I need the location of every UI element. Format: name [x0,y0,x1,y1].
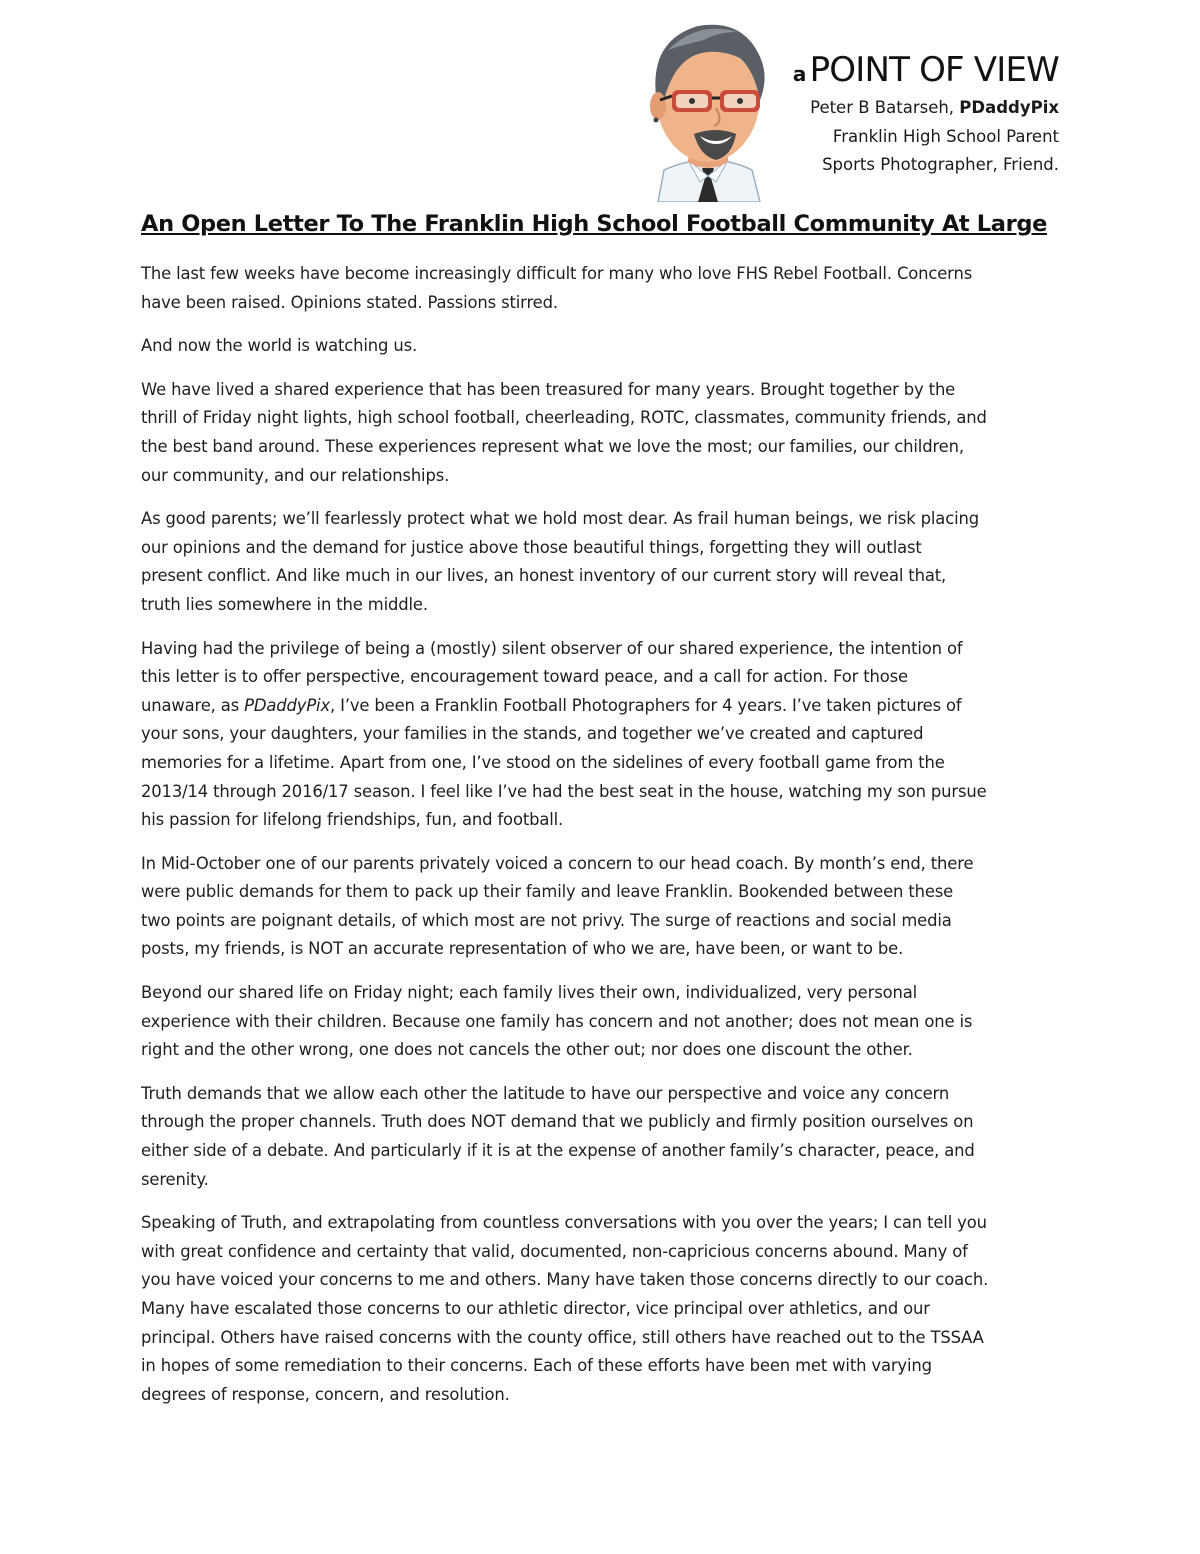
paragraph-line: posts, my friends, is NOT an accurate representation of who we are, have been, or want to be. [141,939,904,959]
letter-title: An Open Letter To The Franklin High School Football Community At Large [141,211,1048,237]
paragraph [141,979,1061,1065]
paragraph-line: As good parents; we’ll fearlessly protect what we hold most dear. As frail human beings, we risk placing [141,509,979,529]
italic-handle: PDaddyPix [244,695,331,715]
brand-main: POINT OF VIEW [809,50,1059,90]
paragraph-line: you have voiced your concerns to me and others. Many have taken those concerns directly to our coach. [141,1270,989,1290]
paragraph-line: experience with their children. Because one family has concern and not another; does not mean one is [141,1011,973,1031]
paragraph-line: 2013/14 through 2016/17 season. I feel like I’ve had the best seat in the house, watching my son pursue [141,781,987,801]
paragraph-line: our community, and our relationships. [141,465,450,485]
author-role-2: Sports Photographer, Friend. [822,155,1059,174]
paragraph-line: with great confidence and certainty that valid, documented, non-capricious concerns abound. Many of [141,1241,968,1261]
paragraph-line: right and the other wrong, one does not cancels the other out; nor does one discount the other. [141,1040,913,1060]
paragraph [141,850,1061,964]
paragraph-line: through the proper channels. Truth does NOT demand that we publicly and firmly position ourselves on [141,1112,974,1132]
paragraph-line: in hopes of some remediation to their concerns. Each of these efforts have been met with varying [141,1356,932,1376]
paragraph-line: In Mid-October one of our parents privately voiced a concern to our head coach. By month’s end, there [141,853,974,873]
paragraph-line: two points are poignant details, of which most are not privy. The surge of reactions and social media [141,910,952,930]
author-handle: PDaddyPix [959,98,1059,117]
author-role-1: Franklin High School Parent [832,126,1059,146]
paragraph-line: either side of a debate. And particularly if it is at the expense of another family’s character, peace, and [141,1141,975,1161]
paragraph-line: Beyond our shared life on Friday night; each family lives their own, individualized, very personal [141,983,917,1003]
paragraph-line: serenity. [141,1169,209,1189]
paragraph [141,635,1061,835]
paragraph-line: degrees of response, concern, and resolution. [141,1384,510,1404]
author-name: Peter B Batarseh, [810,98,960,117]
brand-title [729,50,1059,94]
paragraph [141,376,1061,490]
paragraph-line: And now the world is watching us. [141,336,418,356]
paragraph [141,505,1061,619]
paragraph-line: truth lies somewhere in the middle. [141,594,428,614]
paragraph-line: present conflict. And like much in our lives, an honest inventory of our current story will reveal that, [141,566,947,586]
paragraph-line: Truth demands that we allow each other the latitude to have our perspective and voice any concern [141,1083,950,1103]
paragraph [141,1209,1061,1409]
text-segment: , I’ve been a Franklin Football Photographers for 4 years. I’ve taken pictures of [330,695,962,715]
paragraph-line: our opinions and the demand for justice above those beautiful things, forgetting they will outlast [141,537,922,557]
paragraph-line: Many have escalated those concerns to our athletic director, vice principal over athletics, and our [141,1299,930,1318]
letter-body [141,260,1061,1424]
author-header [729,50,1059,180]
paragraph-line: this letter is to offer perspective, encouragement toward peace, and a call for action. For those [141,667,908,687]
paragraph-line: have been raised. Opinions stated. Passions stirred. [141,292,558,312]
paragraph-line: Speaking of Truth, and extrapolating from countless conversations with you over the years; I can tell you [141,1213,987,1233]
paragraph-line [141,692,1061,721]
paragraph-line: principal. Others have raised concerns with the county office, still others have reached out to the TSSAA [141,1327,984,1347]
paragraph-line: his passion for lifelong friendships, fun, and football. [141,810,564,830]
paragraph-line: thrill of Friday night lights, high school football, cheerleading, ROTC, classmates, community friends, and [141,408,987,428]
paragraph-line: the best band around. These experiences represent what we love the most; our families, our children, [141,436,964,456]
paragraph-line: were public demands for them to pack up their family and leave Franklin. Bookended between these [141,882,954,902]
paragraph-line: your sons, your daughters, your families in the stands, and together we’ve created and captured [141,724,924,744]
author-line [729,94,1059,123]
text-segment: unaware, as [141,695,245,715]
paragraph-line: We have lived a shared experience that has been treasured for many years. Brought together by the [141,379,956,399]
paragraph [141,260,1061,317]
paragraph-line: The last few weeks have become increasingly difficult for many who love FHS Rebel Football. Concerns [141,264,973,283]
paragraph-line: Having had the privilege of being a (mostly) silent observer of our shared experience, the intention of [141,638,963,658]
brand-prefix: a [792,62,806,86]
paragraph-line: memories for a lifetime. Apart from one, I’ve stood on the sidelines of every football game from the [141,752,945,772]
paragraph [141,332,1061,361]
paragraph [141,1080,1061,1194]
